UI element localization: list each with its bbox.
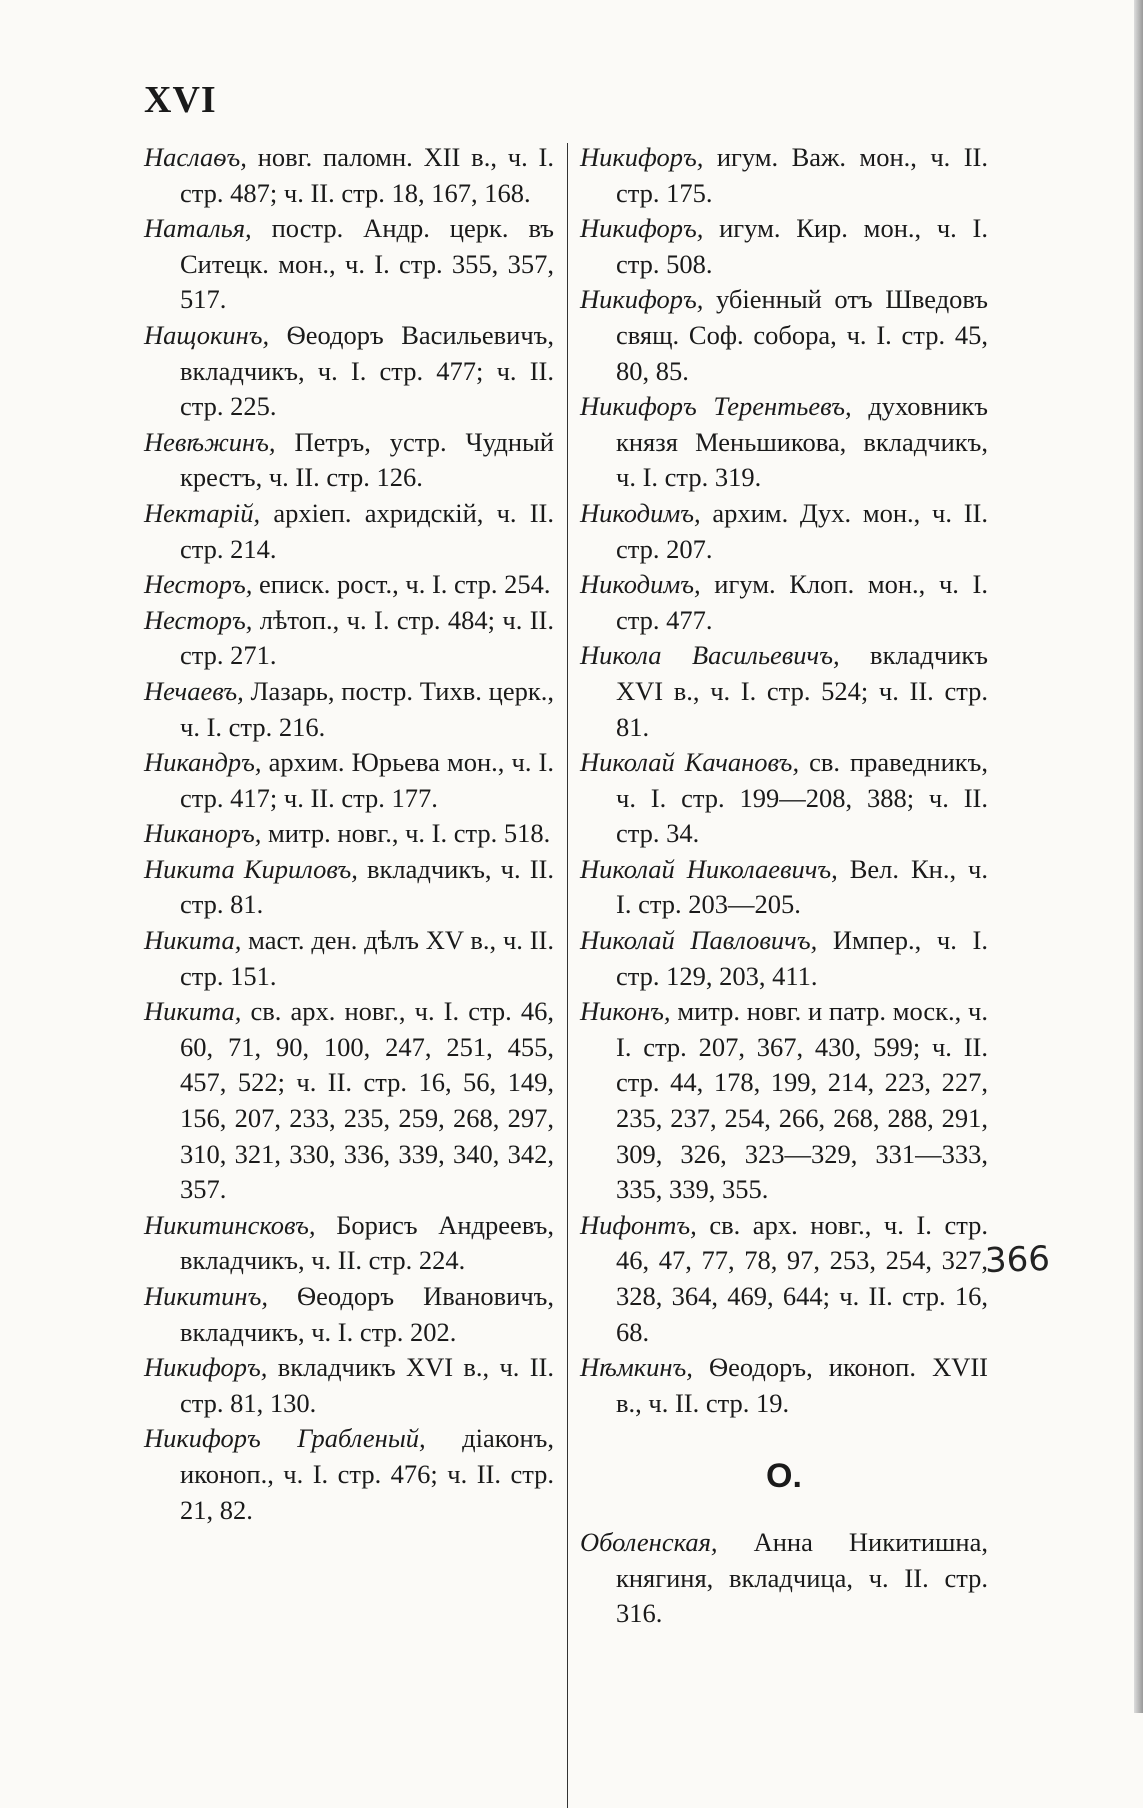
entry-text: митр. новг. и патр. моск., ч. I. стр. 207, 367, 430, 599; ч. II. стр. 44, 178, 199, 214, 223, 227, 235, 237, 254, 266, 268, 288, 291, 309, 326, 323—329, 331—333, 335, 339, 355. xyxy=(616,996,988,1205)
entry-name: Николай Николаевичъ, xyxy=(580,853,838,884)
entry-text: новг. паломн. XII в., ч. I. стр. 487; ч. II. стр. 18, 167, 168. xyxy=(180,142,554,208)
page-number: XVI xyxy=(144,79,217,121)
right-column xyxy=(580,140,988,1632)
index-entry xyxy=(580,852,988,923)
entry-name: Нѣмкинъ, xyxy=(580,1352,693,1383)
entry-name: Никифоръ, xyxy=(580,142,704,172)
entry-text: убіенный отъ Шведовъ свящ. Соф. собора, ч. I. стр. 45, 80, 85. xyxy=(616,284,988,386)
entry-text: игум. Кир. мон., ч. I. стр. 508. xyxy=(616,213,988,279)
entry-text: еписк. рост., ч. I. стр. 254. xyxy=(252,569,551,600)
index-entry xyxy=(144,496,554,567)
index-entry xyxy=(144,318,554,425)
index-entry xyxy=(580,282,988,389)
index-entry xyxy=(580,1208,988,1350)
entry-name: Никифоръ, xyxy=(144,1352,268,1383)
index-entry xyxy=(580,638,988,745)
index-entry xyxy=(144,603,554,674)
index-entry xyxy=(144,816,554,852)
entry-name: Никита Кириловъ, xyxy=(144,853,358,884)
index-entry xyxy=(580,1350,988,1421)
entry-text: Лазарь, постр. Тихв. церк., ч. I. стр. 216. xyxy=(180,675,554,742)
entry-name: Нифонтъ, xyxy=(580,1209,697,1240)
left-column xyxy=(144,140,554,1528)
entry-name: Никитинъ, xyxy=(144,1281,268,1311)
index-entry xyxy=(144,852,554,923)
entry-name: Нащокинъ, xyxy=(144,319,270,350)
index-entry xyxy=(580,994,988,1208)
entry-name: Никодимъ, xyxy=(580,569,701,600)
entry-text: Ѳеодоръ Васильевичъ, вкладчикъ, ч. I. стр. 477; ч. II. стр. 225. xyxy=(180,319,554,422)
entry-text: Петръ, устр. Чудный крестъ, ч. II. стр. 126. xyxy=(180,426,554,493)
entry-name: Никифоръ Грабленый, xyxy=(144,1423,426,1454)
index-entry xyxy=(144,1421,554,1528)
index-entry xyxy=(144,674,554,745)
index-entry xyxy=(144,1208,554,1279)
handwritten-margin-note: 366 xyxy=(984,1238,1051,1282)
index-entry xyxy=(580,496,988,567)
entry-name: Николай Качановъ, xyxy=(580,747,800,778)
index-entry xyxy=(580,389,988,496)
entry-text: св. арх. новг., ч. I. стр. 46, 47, 77, 78, 97, 253, 254, 327, 328, 364, 469, 644; ч. II. стр. 16, 68. xyxy=(616,1209,988,1347)
entry-text: духовникъ князя Меньшикова, вкладчикъ, ч. I. стр. 319. xyxy=(616,391,988,493)
entry-name: Несторъ, xyxy=(144,569,253,600)
entry-name: Никаноръ, xyxy=(144,818,262,849)
entry-text: архіеп. ахридскій, ч. II. стр. 214. xyxy=(180,497,554,564)
index-entry xyxy=(144,140,554,211)
entry-text: вкладчикъ XVI в., ч. I. стр. 524; ч. II. стр. 81. xyxy=(616,640,988,742)
entry-name: Несторъ, xyxy=(144,604,253,635)
entry-name: Никодимъ, xyxy=(580,497,701,528)
section-entries xyxy=(580,1525,988,1632)
entry-text: игум. Важ. мон., ч. II. стр. 175. xyxy=(616,142,988,208)
index-entry xyxy=(580,567,988,638)
entry-text: св. арх. новг., ч. I. стр. 46, 60, 71, 90, 100, 247, 251, 455, 457, 522; ч. II. стр. 16, 56, 149, 156, 207, 233, 235, 259, 268, 297, 310, 321, 330, 336, 339, 340, 342, 357. xyxy=(180,996,554,1205)
right-entries xyxy=(580,140,988,1421)
entry-text: св. праведникъ, ч. I. стр. 199—208, 388; ч. II. стр. 34. xyxy=(616,747,988,849)
entry-text: вкладчикъ XVI в., ч. II. стр. 81, 130. xyxy=(180,1352,554,1418)
index-entry xyxy=(144,745,554,816)
index-entry xyxy=(144,994,554,1208)
entry-text: лѣтоп., ч. I. стр. 484; ч. II. стр. 271. xyxy=(180,604,554,671)
index-entry xyxy=(580,211,988,282)
entry-text: постр. Андр. церк. въ Ситецк. мон., ч. I. стр. 355, 357, 517. xyxy=(180,213,554,315)
entry-text: діаконъ, иконоп., ч. I. стр. 476; ч. II. стр. 21, 82. xyxy=(180,1423,554,1525)
entry-name: Никита, xyxy=(144,925,242,956)
entry-name: Нектарій, xyxy=(144,497,261,528)
section-heading: О. xyxy=(766,1457,802,1496)
index-entry xyxy=(580,745,988,852)
entry-name: Николай Павловичъ, xyxy=(580,925,818,956)
index-entry xyxy=(144,211,554,318)
entry-text: Импер., ч. I. стр. 129, 203, 411. xyxy=(616,925,988,991)
index-entry xyxy=(144,1350,554,1421)
entry-text: митр. новг., ч. I. стр. 518. xyxy=(261,818,551,849)
index-entry xyxy=(580,1525,988,1632)
index-entry xyxy=(580,140,988,211)
index-entry xyxy=(144,1279,554,1350)
entry-text: игум. Клоп. мон., ч. I. стр. 477. xyxy=(616,569,988,635)
entry-name: Никита, xyxy=(144,996,242,1027)
entry-name: Нечаевъ, xyxy=(144,675,244,706)
index-entry xyxy=(144,425,554,496)
entry-name: Никифоръ, xyxy=(580,213,704,244)
entry-text: Анна Никитишна, княгиня, вкладчица, ч. II. стр. 316. xyxy=(616,1526,988,1629)
entry-name: Невѣжинъ, xyxy=(144,426,276,457)
page-edge-shadow xyxy=(1134,0,1143,1713)
entry-text: Ѳеодоръ, иконоп. XVII в., ч. II. стр. 19. xyxy=(616,1352,988,1418)
entry-name: Оболенская, xyxy=(580,1526,718,1557)
entry-name: Никонъ, xyxy=(580,996,671,1027)
entry-name: Наталья, xyxy=(144,213,252,244)
entry-text: маст. ден. дѣлъ XV в., ч. II. стр. 151. xyxy=(180,925,554,991)
entry-text: Ѳеодоръ Ивановичъ, вкладчикъ, ч. I. стр. 202. xyxy=(180,1281,554,1347)
entry-text: архим. Дух. мон., ч. II. стр. 207. xyxy=(616,497,988,564)
entry-text: Вел. Кн., ч. I. стр. 203—205. xyxy=(616,853,988,920)
entry-text: вкладчикъ, ч. II. стр. 81. xyxy=(180,853,554,920)
entry-text: архим. Юрьева мон., ч. I. стр. 417; ч. II. стр. 177. xyxy=(180,747,554,813)
entry-text: Борисъ Андреевъ, вкладчикъ, ч. II. стр. 224. xyxy=(180,1209,554,1276)
index-entry xyxy=(580,923,988,994)
entry-name: Никандръ, xyxy=(144,747,262,778)
entry-name: Наслаѳъ, xyxy=(144,142,247,172)
entry-name: Никифоръ Терентьевъ, xyxy=(580,391,852,422)
entry-name: Никифоръ, xyxy=(580,284,704,315)
column-divider xyxy=(567,143,568,1808)
index-entry xyxy=(144,923,554,994)
entry-name: Никола Васильевичъ, xyxy=(580,640,840,671)
index-entry xyxy=(144,567,554,603)
entry-name: Никитинсковъ, xyxy=(144,1209,316,1240)
